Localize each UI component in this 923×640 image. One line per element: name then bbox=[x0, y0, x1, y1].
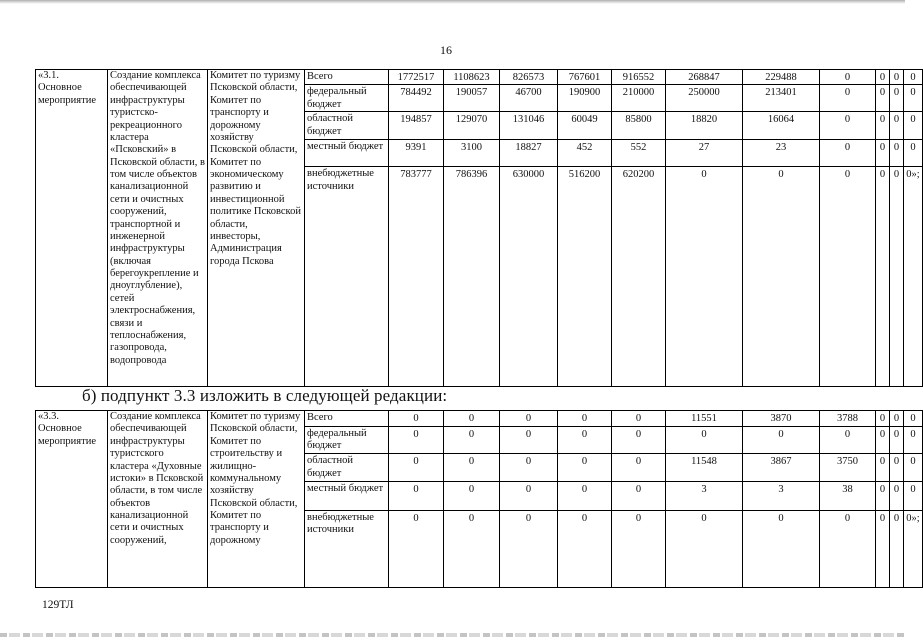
value-cell: 190057 bbox=[444, 85, 500, 112]
value-cell: 1108623 bbox=[444, 70, 500, 85]
value-cell: 620200 bbox=[612, 167, 666, 387]
value-cell: 0 bbox=[612, 454, 666, 482]
value-cell: 452 bbox=[558, 140, 612, 167]
value-cell: 0 bbox=[876, 112, 890, 140]
executors-cell bbox=[208, 411, 305, 588]
executor-item: Комитет по транспорту и дорожному хозяйству Псковской области, bbox=[210, 94, 298, 156]
value-cell: 0 bbox=[820, 112, 876, 140]
value-cell: 0 bbox=[904, 411, 923, 427]
value-cell: 268847 bbox=[666, 70, 743, 85]
measure-code-cell: «3.3. Основное мероприятие bbox=[36, 411, 108, 588]
value-cell: 0 bbox=[820, 85, 876, 112]
value-cell: 0 bbox=[820, 167, 876, 387]
measure-title-cell: Создание комплекса обеспечивающей инфраструктуры туристско-рекреационного кластера «Псковский» в Псковской области, в том числе объектов канализационной сети и очистных сооружений, транспортной и инженерной инфраструктуры (включая берегоукрепление и дноуглубление), сетей электроснабжения, связи и теплоснабжения, газопровода, водопровода bbox=[108, 70, 208, 387]
measure-code-cell: «3.1. Основное мероприятие bbox=[36, 70, 108, 387]
scan-edge-top bbox=[0, 0, 905, 4]
value-cell: 0 bbox=[389, 411, 444, 427]
executor-item: Комитет по экономическому развитию и инвестиционной политике Псковской области, bbox=[210, 156, 301, 230]
subsection-heading: б) подпункт 3.3 изложить в следующей редакции: bbox=[82, 386, 448, 405]
value-cell: 0 bbox=[612, 482, 666, 510]
value-cell: 0 bbox=[876, 482, 890, 510]
value-cell: 131046 bbox=[500, 112, 558, 140]
value-cell: 0 bbox=[876, 510, 890, 587]
value-cell: 0»; bbox=[904, 167, 923, 387]
value-cell: 0 bbox=[890, 85, 904, 112]
value-cell: 0 bbox=[890, 140, 904, 167]
value-cell: 3100 bbox=[444, 140, 500, 167]
value-cell: 16064 bbox=[743, 112, 820, 140]
footer-code: 129ТЛ bbox=[42, 599, 74, 611]
value-cell: 0 bbox=[743, 167, 820, 387]
executor-item: Комитет по транспорту и дорожному bbox=[210, 510, 269, 546]
value-cell: 229488 bbox=[743, 70, 820, 85]
value-cell: 27 bbox=[666, 140, 743, 167]
value-cell: 0 bbox=[666, 167, 743, 387]
value-cell: 0 bbox=[558, 482, 612, 510]
value-cell: 190900 bbox=[558, 85, 612, 112]
value-cell: 0 bbox=[904, 140, 923, 167]
value-cell: 0 bbox=[876, 454, 890, 482]
value-cell: 0 bbox=[612, 510, 666, 587]
source-cell: Всего bbox=[305, 411, 389, 427]
executor-item: инвесторы, bbox=[210, 230, 261, 242]
value-cell: 3867 bbox=[743, 454, 820, 482]
executor-item: Комитет по туризму Псковской области, bbox=[210, 70, 301, 94]
value-cell: 0 bbox=[904, 482, 923, 510]
value-cell: 0 bbox=[904, 85, 923, 112]
value-cell: 0 bbox=[876, 70, 890, 85]
value-cell: 1772517 bbox=[389, 70, 444, 85]
source-cell: федеральный бюджет bbox=[305, 85, 389, 112]
value-cell: 0 bbox=[666, 427, 743, 454]
value-cell: 0 bbox=[389, 427, 444, 454]
value-cell: 0 bbox=[444, 427, 500, 454]
source-cell: областной бюджет bbox=[305, 454, 389, 482]
value-cell: 0 bbox=[890, 112, 904, 140]
value-cell: 194857 bbox=[389, 112, 444, 140]
value-cell: 0 bbox=[558, 510, 612, 587]
value-cell: 767601 bbox=[558, 70, 612, 85]
value-cell: 0 bbox=[500, 482, 558, 510]
value-cell: 18820 bbox=[666, 112, 743, 140]
source-cell: федеральный бюджет bbox=[305, 427, 389, 454]
value-cell: 630000 bbox=[500, 167, 558, 387]
value-cell: 0 bbox=[558, 454, 612, 482]
value-cell: 0 bbox=[876, 427, 890, 454]
value-cell: 0 bbox=[612, 411, 666, 427]
value-cell: 250000 bbox=[666, 85, 743, 112]
value-cell: 0 bbox=[444, 454, 500, 482]
value-cell: 0 bbox=[389, 454, 444, 482]
value-cell: 0 bbox=[500, 411, 558, 427]
value-cell: 0»; bbox=[904, 510, 923, 587]
value-cell: 0 bbox=[820, 427, 876, 454]
value-cell: 0 bbox=[904, 70, 923, 85]
value-cell: 38 bbox=[820, 482, 876, 510]
value-cell: 9391 bbox=[389, 140, 444, 167]
funding-table-3-1 bbox=[35, 69, 923, 387]
executor-item: Администрация города Пскова bbox=[210, 243, 282, 267]
funding-table-3-3 bbox=[35, 410, 923, 588]
value-cell: 552 bbox=[612, 140, 666, 167]
value-cell: 18827 bbox=[500, 140, 558, 167]
value-cell: 0 bbox=[666, 510, 743, 587]
value-cell: 3 bbox=[666, 482, 743, 510]
value-cell: 786396 bbox=[444, 167, 500, 387]
value-cell: 0 bbox=[890, 411, 904, 427]
value-cell: 826573 bbox=[500, 70, 558, 85]
value-cell: 46700 bbox=[500, 85, 558, 112]
value-cell: 0 bbox=[820, 140, 876, 167]
value-cell: 0 bbox=[890, 167, 904, 387]
value-cell: 0 bbox=[890, 427, 904, 454]
source-cell: внебюджетные источники bbox=[305, 167, 389, 387]
value-cell: 0 bbox=[904, 112, 923, 140]
value-cell: 0 bbox=[890, 70, 904, 85]
source-cell: местный бюджет bbox=[305, 482, 389, 510]
value-cell: 210000 bbox=[612, 85, 666, 112]
scan-edge-bottom bbox=[0, 633, 905, 637]
value-cell: 3788 bbox=[820, 411, 876, 427]
value-cell: 916552 bbox=[612, 70, 666, 85]
value-cell: 3870 bbox=[743, 411, 820, 427]
value-cell: 0 bbox=[876, 140, 890, 167]
value-cell: 0 bbox=[904, 427, 923, 454]
value-cell: 23 bbox=[743, 140, 820, 167]
value-cell: 0 bbox=[904, 454, 923, 482]
measure-title-cell: Создание комплекса обеспечивающей инфраструктуры туристского кластера «Духовные истоки» в Псковской области, в том числе объектов канализационной сети и очистных сооружений, bbox=[108, 411, 208, 588]
value-cell: 783777 bbox=[389, 167, 444, 387]
value-cell: 0 bbox=[820, 510, 876, 587]
value-cell: 0 bbox=[876, 85, 890, 112]
value-cell: 0 bbox=[876, 167, 890, 387]
value-cell: 11551 bbox=[666, 411, 743, 427]
value-cell: 0 bbox=[500, 510, 558, 587]
value-cell: 784492 bbox=[389, 85, 444, 112]
value-cell: 0 bbox=[500, 427, 558, 454]
source-cell: областной бюджет bbox=[305, 112, 389, 140]
value-cell: 0 bbox=[876, 411, 890, 427]
value-cell: 0 bbox=[389, 482, 444, 510]
value-cell: 0 bbox=[890, 454, 904, 482]
value-cell: 0 bbox=[444, 411, 500, 427]
value-cell: 0 bbox=[558, 427, 612, 454]
value-cell: 85800 bbox=[612, 112, 666, 140]
source-cell: Всего bbox=[305, 70, 389, 85]
executor-item: Комитет по туризму Псковской области, Комитет по строительству и жилищно-коммунальному хозяйству Псковской области, bbox=[210, 411, 301, 509]
value-cell: 60049 bbox=[558, 112, 612, 140]
value-cell: 0 bbox=[743, 510, 820, 587]
value-cell: 213401 bbox=[743, 85, 820, 112]
source-cell: местный бюджет bbox=[305, 140, 389, 167]
value-cell: 3 bbox=[743, 482, 820, 510]
value-cell: 0 bbox=[444, 510, 500, 587]
value-cell: 0 bbox=[743, 427, 820, 454]
value-cell: 0 bbox=[890, 510, 904, 587]
value-cell: 0 bbox=[612, 427, 666, 454]
value-cell: 129070 bbox=[444, 112, 500, 140]
value-cell: 516200 bbox=[558, 167, 612, 387]
value-cell: 0 bbox=[500, 454, 558, 482]
value-cell: 0 bbox=[389, 510, 444, 587]
page-number: 16 bbox=[440, 43, 452, 57]
source-cell: внебюджетные источники bbox=[305, 510, 389, 587]
executors-cell bbox=[208, 70, 305, 387]
value-cell: 0 bbox=[558, 411, 612, 427]
value-cell: 0 bbox=[890, 482, 904, 510]
value-cell: 0 bbox=[820, 70, 876, 85]
value-cell: 3750 bbox=[820, 454, 876, 482]
value-cell: 0 bbox=[444, 482, 500, 510]
value-cell: 11548 bbox=[666, 454, 743, 482]
